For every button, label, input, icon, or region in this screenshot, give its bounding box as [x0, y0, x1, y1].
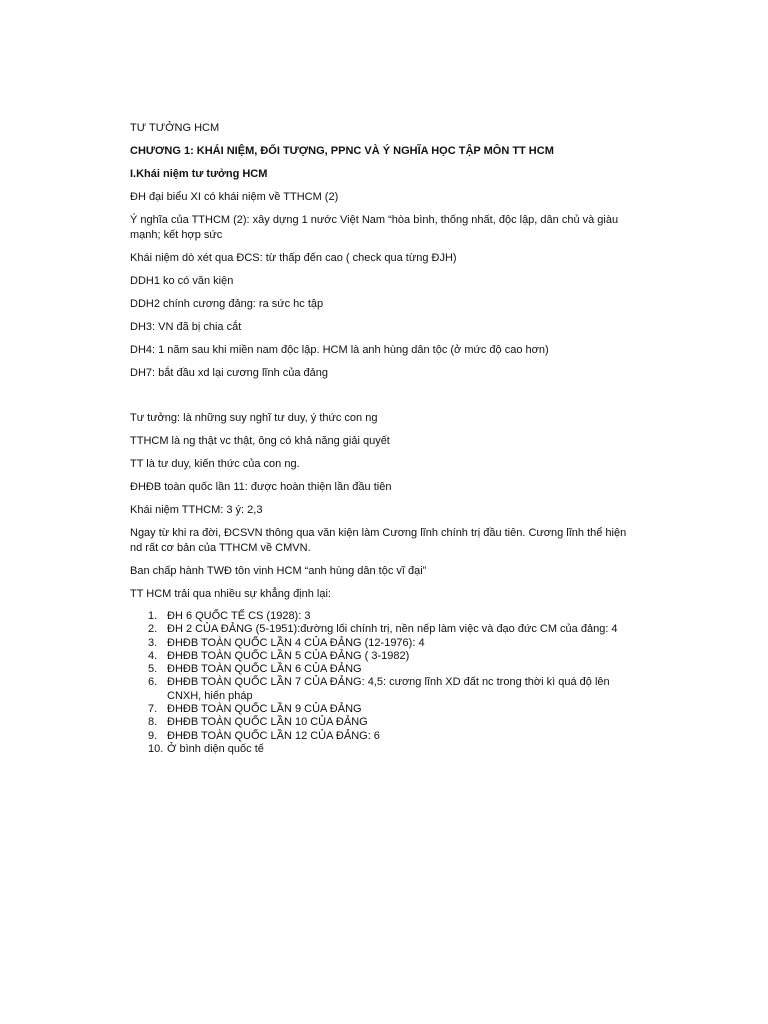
paragraph-group-a — [130, 190, 636, 381]
paragraph: Ban chấp hành TWĐ tôn vinh HCM “anh hùng dân tộc vĩ đại” — [130, 565, 427, 577]
paragraph: DDH2 chính cương đảng: ra sức hc tập — [130, 298, 324, 310]
list-item-number: 5. — [148, 663, 158, 676]
paragraph: Tư tưởng: là những suy nghĩ tư duy, ý thức con ng — [130, 412, 378, 424]
list-item — [148, 676, 636, 703]
paragraph: ĐHĐB toàn quốc lần 11: được hoàn thiện lần đầu tiên — [130, 481, 392, 493]
paragraph-group-b — [130, 411, 636, 602]
paragraph: Ngay từ khi ra đời, ĐCSVN thông qua văn kiện làm Cương lĩnh chính trị đầu tiên. Cương lĩnh thể hiện nd rất cơ bản của TTHCM về CMVN. — [130, 527, 627, 554]
list-item-text: ĐHĐB TOÀN QUỐC LẦN 4 CỦA ĐẢNG (12-1976): 4 — [167, 636, 425, 649]
paragraph: DDH1 ko có văn kiện — [130, 275, 234, 287]
list-item-number: 1. — [148, 610, 158, 622]
list-item-number: 8. — [148, 716, 158, 729]
paragraph: TT HCM trải qua nhiều sự khẳng định lại: — [130, 588, 331, 600]
list-item-number: 3. — [148, 636, 158, 649]
document-title: TƯ TƯỞNG HCM — [130, 122, 220, 134]
list-item-text: Ở bình diện quốc tế — [167, 742, 264, 755]
paragraph: TTHCM là ng thật vc thật, ông có khả năng giải quyết — [130, 435, 390, 447]
numbered-list — [148, 610, 636, 756]
list-item-text: ĐH 6 QUỐC TẾ CS (1928): 3 — [167, 610, 311, 622]
list-item — [148, 637, 636, 650]
list-item-number: 6. — [148, 676, 158, 689]
list-item-number: 2. — [148, 623, 158, 636]
list-item — [148, 743, 636, 756]
section-heading: I.Khái niệm tư tưởng HCM — [130, 168, 268, 180]
paragraph: Khái niệm TTHCM: 3 ý: 2,3 — [130, 504, 263, 516]
list-item-number: 10. — [148, 742, 164, 755]
list-item-text: ĐHĐB TOÀN QUỐC LẦN 12 CỦA ĐẢNG: 6 — [167, 729, 380, 742]
list-item-text: ĐHĐB TOÀN QUỐC LẦN 5 CỦA ĐẢNG ( 3-1982) — [167, 649, 410, 662]
paragraph: DH7: bắt đầu xd lại cương lĩnh của đảng — [130, 367, 329, 379]
list-item-number: 4. — [148, 649, 158, 662]
list-item-text: ĐHĐB TOÀN QUỐC LẦN 7 CỦA ĐẢNG: 4,5: cương lĩnh XD đất nc trong thời kì quá độ lên CNXH, hiến pháp — [167, 676, 610, 702]
list-item — [148, 730, 636, 743]
paragraph: Ý nghĩa của TTHCM (2): xây dựng 1 nước Việt Nam “hòa bình, thống nhất, độc lập, dân chủ và giàu mạnh; kết hợp sức — [130, 214, 619, 241]
list-item — [148, 663, 636, 676]
list-item-text: ĐHĐB TOÀN QUỐC LẦN 6 CỦA ĐẢNG — [167, 663, 362, 676]
list-item — [148, 703, 636, 716]
paragraph: DH4: 1 năm sau khi miền nam độc lập. HCM là anh hùng dân tộc (ở mức độ cao hơn) — [130, 344, 549, 356]
list-item — [148, 623, 636, 636]
chapter-heading: CHƯƠNG 1: KHÁI NIỆM, ĐỐI TƯỢNG, PPNC VÀ Ý NGHĨA HỌC TẬP MÔN TT HCM — [130, 145, 554, 157]
list-item — [148, 650, 636, 663]
list-item-text: ĐHĐB TOÀN QUỐC LẦN 10 CỦA ĐẢNG — [167, 716, 368, 729]
paragraph: TT là tư duy, kiến thức của con ng. — [130, 458, 300, 470]
list-item-text: ĐHĐB TOÀN QUỐC LẦN 9 CỦA ĐẢNG — [167, 703, 362, 716]
paragraph: Khái niệm dò xét qua ĐCS: từ thấp đến cao ( check qua từng ĐJH) — [130, 252, 457, 264]
list-item-number: 9. — [148, 729, 158, 742]
paragraph: ĐH đại biểu XI có khái niệm về TTHCM (2) — [130, 191, 339, 203]
list-item-number: 7. — [148, 703, 158, 716]
list-item — [148, 716, 636, 729]
document-body — [130, 121, 636, 756]
list-item — [148, 610, 636, 623]
list-item-text: ĐH 2 CỦA ĐẢNG (5-1951):đường lối chính trị, nền nếp làm việc và đạo đức CM của đảng: 4 — [167, 623, 618, 636]
paragraph: DH3: VN đã bị chia cắt — [130, 321, 242, 333]
blank-line — [130, 389, 636, 411]
